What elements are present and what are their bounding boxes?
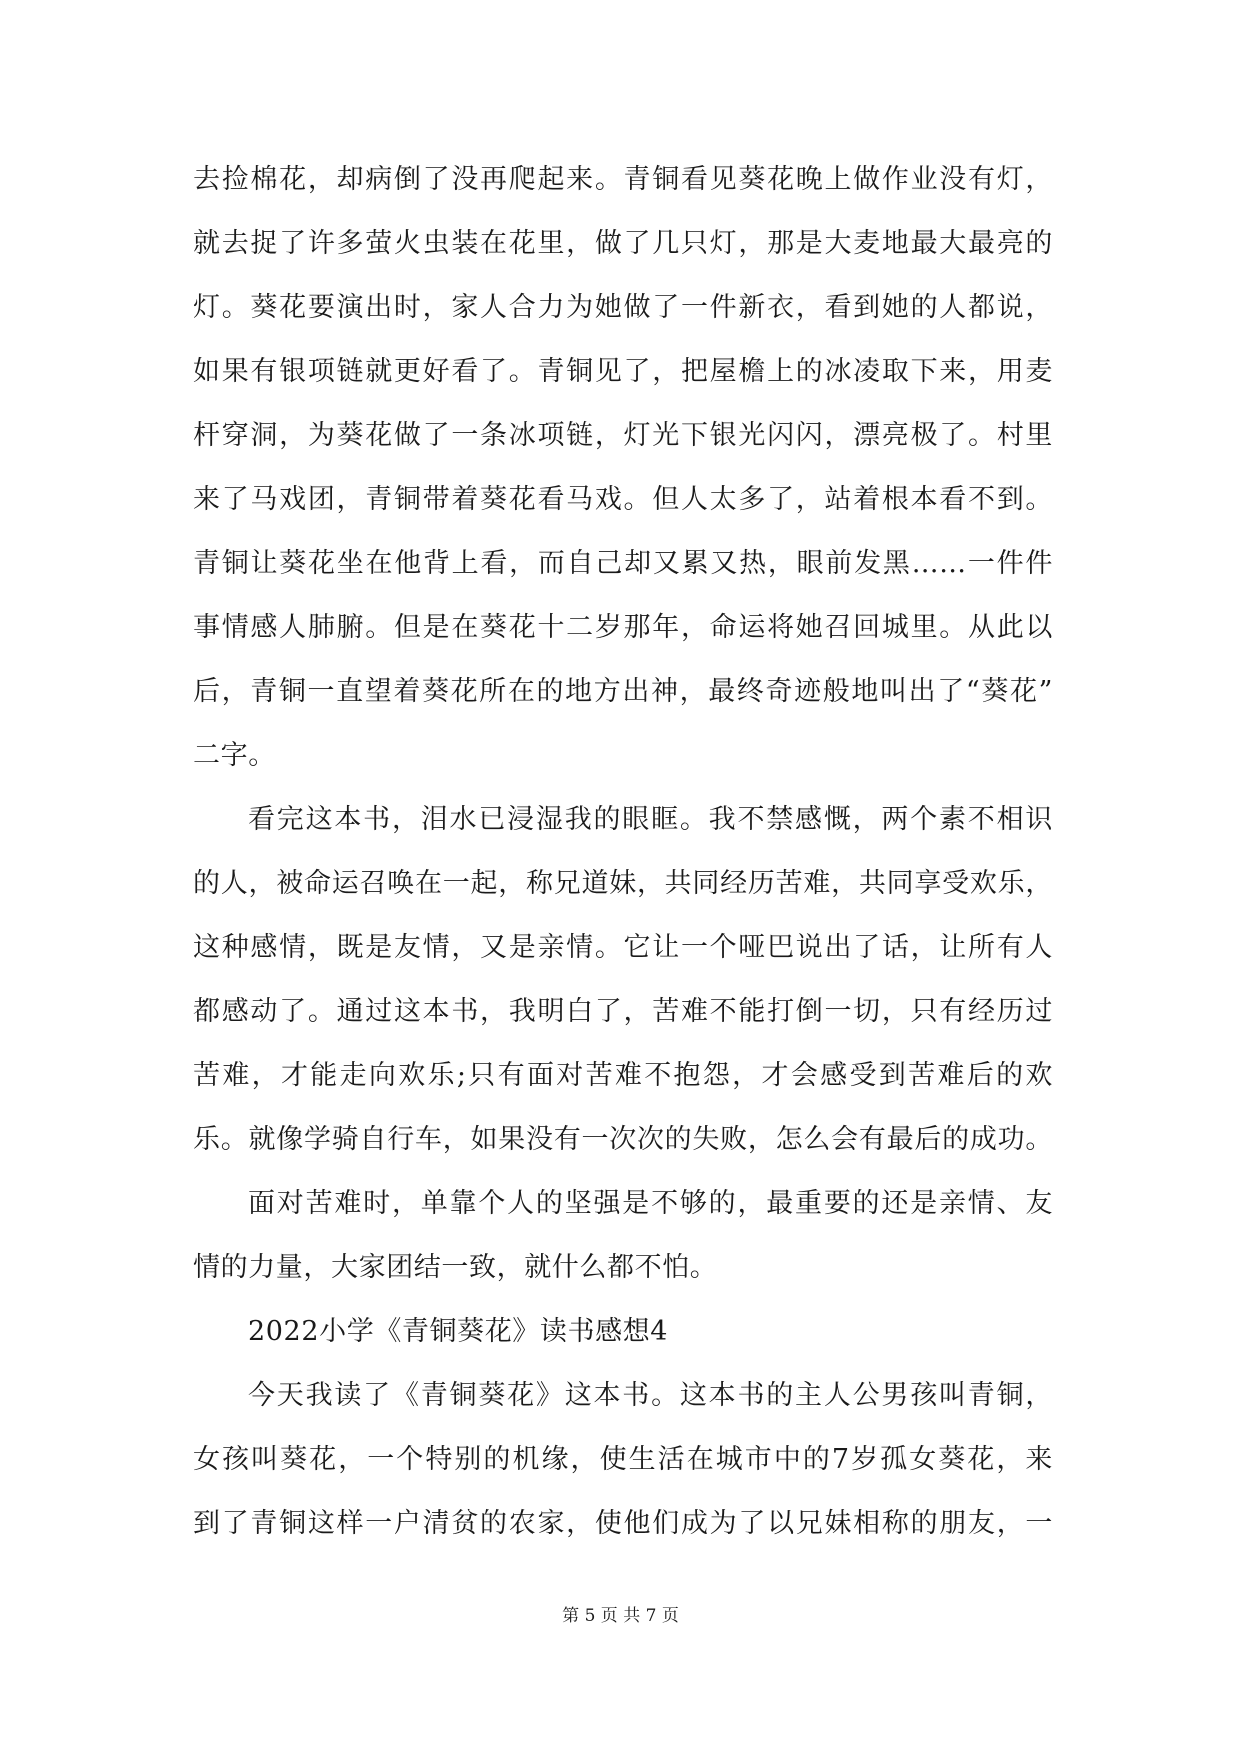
body-text-line: 青铜让葵花坐在他背上看，而自己却又累又热，眼前发黑……一件件 <box>193 548 1053 579</box>
body-text-line: 就去捉了许多萤火虫装在花里，做了几只灯，那是大麦地最大最亮的 <box>193 228 1053 259</box>
body-text-line: 杆穿洞，为葵花做了一条冰项链，灯光下银光闪闪，漂亮极了。村里 <box>193 420 1053 451</box>
body-text-line: 灯。葵花要演出时，家人合力为她做了一件新衣，看到她的人都说， <box>193 292 1053 323</box>
body-text-line: 到了青铜这样一户清贫的农家，使他们成为了以兄妹相称的朋友，一 <box>193 1508 1053 1539</box>
body-text-line: 都感动了。通过这本书，我明白了，苦难不能打倒一切，只有经历过 <box>193 996 1053 1027</box>
body-text-line: 的人，被命运召唤在一起，称兄道妹，共同经历苦难，共同享受欢乐， <box>193 868 1053 899</box>
body-text-line: 女孩叫葵花，一个特别的机缘，使生活在城市中的7岁孤女葵花，来 <box>193 1444 1053 1475</box>
body-text-line: 来了马戏团，青铜带着葵花看马戏。但人太多了，站着根本看不到。 <box>193 484 1053 515</box>
body-text-line: 后，青铜一直望着葵花所在的地方出神，最终奇迹般地叫出了“葵花” <box>193 676 1053 707</box>
paragraph-first-line: 今天我读了《青铜葵花》这本书。这本书的主人公男孩叫青铜， <box>248 1380 1053 1411</box>
body-text-line: 情的力量，大家团结一致，就什么都不怕。 <box>193 1252 718 1283</box>
body-text-line: 事情感人肺腑。但是在葵花十二岁那年，命运将她召回城里。从此以 <box>193 612 1053 643</box>
body-text-line: 如果有银项链就更好看了。青铜见了，把屋檐上的冰凌取下来，用麦 <box>193 356 1053 387</box>
body-text-line: 乐。就像学骑自行车，如果没有一次次的失败，怎么会有最后的成功。 <box>193 1124 1053 1155</box>
paragraph-first-line: 看完这本书，泪水已浸湿我的眼眶。我不禁感慨，两个素不相识 <box>248 804 1053 835</box>
paragraph-first-line: 面对苦难时，单靠个人的坚强是不够的，最重要的还是亲情、友 <box>248 1188 1053 1219</box>
body-text-line: 这种感情，既是友情，又是亲情。它让一个哑巴说出了话，让所有人 <box>193 932 1053 963</box>
section-heading: 2022小学《青铜葵花》读书感想4 <box>248 1316 669 1347</box>
body-text-line: 苦难，才能走向欢乐;只有面对苦难不抱怨，才会感受到苦难后的欢 <box>193 1060 1053 1091</box>
body-text-line: 去捡棉花，却病倒了没再爬起来。青铜看见葵花晚上做作业没有灯， <box>193 164 1053 195</box>
page-number-footer: 第 5 页 共 7 页 <box>562 1606 679 1626</box>
body-text-line: 二字。 <box>193 740 276 771</box>
